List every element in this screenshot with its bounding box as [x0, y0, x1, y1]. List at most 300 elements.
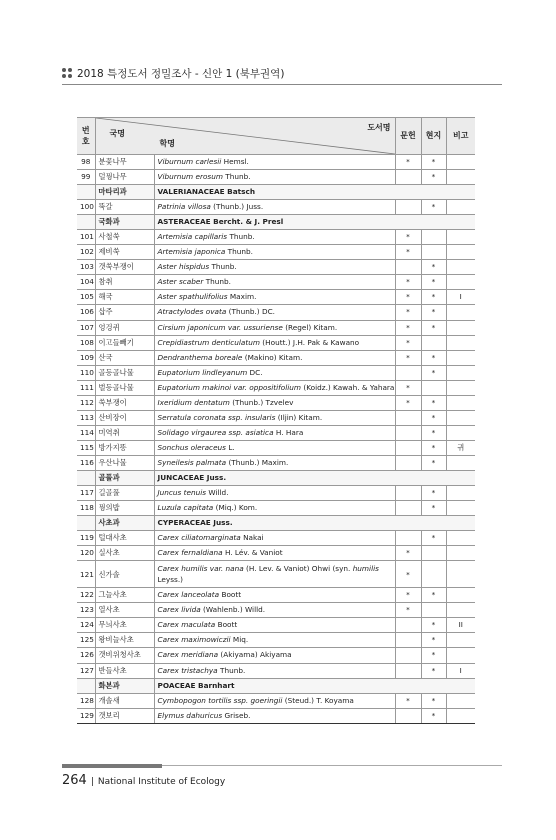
cell-korean: 길골풀 — [95, 486, 154, 501]
sci-name: Eupatorium lindleyanum — [157, 367, 248, 377]
cell-note — [446, 633, 475, 648]
cell-sci — [154, 588, 395, 603]
cell-sci — [154, 395, 395, 410]
cell-note: I — [446, 663, 475, 678]
cell-no: 101 — [77, 230, 95, 245]
cell-sci — [154, 380, 395, 395]
cell-note — [446, 546, 475, 561]
cell-lit: * — [395, 230, 421, 245]
header-korean: 국명 — [109, 129, 125, 138]
cell-note — [446, 350, 475, 365]
cell-lit: * — [395, 588, 421, 603]
cell-lit — [395, 648, 421, 663]
sci-author: Boott — [217, 620, 238, 630]
cell-lit: * — [395, 335, 421, 350]
cell-no: 110 — [77, 365, 95, 380]
cell-field: * — [421, 633, 446, 648]
cell-field — [421, 230, 446, 245]
cell-lit: * — [395, 561, 421, 588]
cell-family-sci: ASTERACEAE Bercht. & J. Presl — [154, 215, 475, 230]
cell-no: 98 — [77, 155, 95, 170]
cell-note — [446, 230, 475, 245]
cell-no: 106 — [77, 305, 95, 320]
table-body — [77, 155, 475, 724]
sci-author: (Koidz.) Kawah. & Yahara — [303, 382, 395, 392]
header-field: 현지 — [421, 118, 446, 155]
cell-no: 99 — [77, 170, 95, 185]
cell-field — [421, 603, 446, 618]
sci-name: Artemisia japonica — [157, 247, 226, 257]
footer-org: National Institute of Ecology — [97, 777, 226, 787]
cell-korean: 실사초 — [95, 546, 154, 561]
cell-korean: 꿩의밥 — [95, 501, 154, 516]
cell-note — [446, 275, 475, 290]
table-row — [77, 410, 475, 425]
cell-note — [446, 486, 475, 501]
sci-name: Crepidiastrum denticulatum — [157, 337, 260, 347]
table-row — [77, 260, 475, 275]
cell-sci — [154, 546, 395, 561]
cell-field — [421, 245, 446, 260]
sci-author: (Thunb.) Tzvelev — [232, 397, 294, 407]
cell-family-sci: POACEAE Barnhart — [154, 678, 475, 693]
sci-author: (Miq.) Kom. — [215, 503, 258, 513]
cell-no: 114 — [77, 425, 95, 440]
cell-no: 115 — [77, 440, 95, 455]
cell-korean: 그늘사초 — [95, 588, 154, 603]
sci-author: Griseb. — [224, 710, 251, 720]
sci-author: Boott — [221, 590, 242, 600]
cell-no: 124 — [77, 618, 95, 633]
cell-korean: 왕비늘사초 — [95, 633, 154, 648]
cell-no — [77, 516, 95, 531]
sci-name: Aster scaber — [157, 277, 204, 287]
sci-name: Eupatorium makinoi var. oppositifolium — [157, 382, 302, 392]
cell-no: 100 — [77, 200, 95, 215]
cell-no: 111 — [77, 380, 95, 395]
cell-sci — [154, 618, 395, 633]
table-row — [77, 546, 475, 561]
header-diagonal-cell — [95, 118, 395, 155]
sci-name: Elymus dahuricus — [157, 710, 223, 720]
cell-no: 116 — [77, 455, 95, 470]
cell-no: 117 — [77, 486, 95, 501]
cell-field: * — [421, 693, 446, 708]
table-row — [77, 708, 475, 723]
cell-sci — [154, 531, 395, 546]
cell-sci — [154, 486, 395, 501]
sci-author: (Regel) Kitam. — [285, 322, 338, 332]
cell-sci — [154, 260, 395, 275]
table-row — [77, 618, 475, 633]
cell-lit — [395, 200, 421, 215]
cell-korean: 쑥부쟁이 — [95, 395, 154, 410]
table-row — [77, 245, 475, 260]
table-row — [77, 561, 475, 588]
sci-author: (Akiyama) Akiyama — [220, 650, 292, 660]
family-row — [77, 516, 475, 531]
cell-no: 125 — [77, 633, 95, 648]
sci-name: Cymbopogon tortilis ssp. goeringii — [157, 695, 283, 705]
cell-no: 121 — [77, 561, 95, 588]
cell-field: * — [421, 425, 446, 440]
table-row — [77, 380, 475, 395]
dots-icon — [62, 68, 72, 78]
cell-lit: * — [395, 320, 421, 335]
sci-name: Aster spathulifolius — [157, 292, 228, 302]
sci-author: Thunb. — [225, 172, 251, 182]
table-row — [77, 486, 475, 501]
header-title: 2018 특정도서 정밀조사 - 신안 1 (북부권역) — [77, 67, 285, 80]
cell-no: 102 — [77, 245, 95, 260]
cell-no: 119 — [77, 531, 95, 546]
cell-field: * — [421, 501, 446, 516]
sci-author: Nakai — [243, 533, 264, 543]
cell-field: * — [421, 440, 446, 455]
sci-name: Aster hispidus — [157, 262, 210, 272]
cell-field: * — [421, 410, 446, 425]
sci-author: L. — [228, 442, 235, 452]
cell-lit: * — [395, 275, 421, 290]
sci-name: Dendranthema boreale — [157, 352, 243, 362]
sci-author: Miq. — [232, 635, 249, 645]
cell-field: * — [421, 531, 446, 546]
header-sci: 학명 — [159, 139, 175, 148]
cell-no: 129 — [77, 708, 95, 723]
cell-field: * — [421, 275, 446, 290]
sci-author: (Thunb.) Maxim. — [228, 457, 289, 467]
cell-lit: * — [395, 380, 421, 395]
sci-author: DC. — [249, 367, 263, 377]
cell-korean: 신가솔 — [95, 561, 154, 588]
footer-rule — [162, 765, 502, 766]
sci-author: Thunb. — [211, 262, 237, 272]
footer-bar — [62, 764, 162, 768]
cell-note: II — [446, 618, 475, 633]
cell-field: * — [421, 170, 446, 185]
cell-field: * — [421, 618, 446, 633]
cell-family-sci: VALERIANACEAE Batsch — [154, 185, 475, 200]
cell-sci — [154, 170, 395, 185]
sci-name: Serratula coronata ssp. insularis — [157, 412, 276, 422]
cell-field: * — [421, 648, 446, 663]
cell-korean: 개솔새 — [95, 693, 154, 708]
cell-korean: 무늬사초 — [95, 618, 154, 633]
table-row — [77, 648, 475, 663]
cell-field: * — [421, 395, 446, 410]
cell-sci — [154, 440, 395, 455]
header-note: 비고 — [446, 118, 475, 155]
sci-name: Juncus tenuis — [157, 488, 207, 498]
table-row — [77, 305, 475, 320]
table-row — [77, 440, 475, 455]
cell-sci — [154, 633, 395, 648]
cell-note — [446, 170, 475, 185]
cell-no: 104 — [77, 275, 95, 290]
sci-author: Thunb. — [227, 247, 253, 257]
sci-author: (Iljin) Kitam. — [277, 412, 323, 422]
cell-lit — [395, 708, 421, 723]
table-row — [77, 320, 475, 335]
cell-field — [421, 380, 446, 395]
cell-no: 120 — [77, 546, 95, 561]
cell-field: * — [421, 200, 446, 215]
cell-no — [77, 185, 95, 200]
sci-name: Syneilesis palmata — [157, 457, 227, 467]
cell-lit: * — [395, 290, 421, 305]
cell-korean: 엉겅퀴 — [95, 320, 154, 335]
cell-field: * — [421, 455, 446, 470]
cell-note — [446, 395, 475, 410]
cell-lit — [395, 440, 421, 455]
cell-no — [77, 678, 95, 693]
sci-name: Cirsium japonicum var. ussuriense — [157, 322, 283, 332]
header-docs: 도서명 — [367, 123, 391, 132]
cell-note — [446, 455, 475, 470]
cell-sci — [154, 320, 395, 335]
family-row — [77, 678, 475, 693]
cell-lit: * — [395, 395, 421, 410]
cell-field: * — [421, 663, 446, 678]
sci-author: (Wahlenb.) Willd. — [203, 605, 266, 615]
sci-name: Carex maculata — [157, 620, 216, 630]
sci-author: (Thunb.) DC. — [228, 307, 276, 317]
sci-author: (Thunb.) Juss. — [213, 202, 264, 212]
cell-family-korean: 사초과 — [95, 516, 154, 531]
cell-sci — [154, 410, 395, 425]
sci-author: Hemsl. — [223, 157, 249, 167]
cell-sci — [154, 693, 395, 708]
sci-name-2: humilis — [352, 564, 379, 574]
sci-author: H. Lév. & Vaniot — [224, 548, 283, 558]
cell-sci — [154, 708, 395, 723]
table-row — [77, 425, 475, 440]
sci-name: Atractylodes ovata — [157, 307, 227, 317]
sci-name: Viburnum erosum — [157, 172, 223, 182]
cell-note: 귀 — [446, 440, 475, 455]
cell-sci — [154, 648, 395, 663]
cell-sci — [154, 603, 395, 618]
cell-korean: 털대사초 — [95, 531, 154, 546]
sci-author: (Steud.) T. Koyama — [284, 695, 354, 705]
page-number: 264 — [62, 773, 87, 788]
cell-note — [446, 365, 475, 380]
sci-author: (H. Lev. & Vaniot) Ohwi (syn. — [246, 564, 351, 574]
cell-family-korean: 골풀과 — [95, 470, 154, 485]
cell-sci — [154, 230, 395, 245]
table-row — [77, 603, 475, 618]
cell-note — [446, 531, 475, 546]
cell-korean: 벌등골나물 — [95, 380, 154, 395]
cell-field: * — [421, 290, 446, 305]
cell-no — [77, 470, 95, 485]
cell-note — [446, 380, 475, 395]
cell-field: * — [421, 350, 446, 365]
cell-family-korean: 마타리과 — [95, 185, 154, 200]
table-row — [77, 395, 475, 410]
table-row — [77, 531, 475, 546]
cell-field: * — [421, 320, 446, 335]
sci-name: Carex meridiana — [157, 650, 219, 660]
table-row — [77, 275, 475, 290]
species-table — [77, 117, 475, 724]
cell-korean: 우산나물 — [95, 455, 154, 470]
cell-sci — [154, 501, 395, 516]
cell-sci — [154, 663, 395, 678]
cell-no: 128 — [77, 693, 95, 708]
cell-note — [446, 425, 475, 440]
footer-separator: | — [90, 777, 94, 787]
header-no: 번호 — [77, 118, 95, 155]
cell-no: 126 — [77, 648, 95, 663]
sci-author: (Houtt.) J.H. Pak & Kawano — [262, 337, 360, 347]
cell-sci — [154, 365, 395, 380]
cell-sci — [154, 425, 395, 440]
cell-sci — [154, 455, 395, 470]
cell-lit — [395, 365, 421, 380]
cell-sci — [154, 305, 395, 320]
cell-no: 122 — [77, 588, 95, 603]
cell-korean: 뚝갈 — [95, 200, 154, 215]
table-row — [77, 693, 475, 708]
family-row — [77, 470, 475, 485]
cell-field — [421, 335, 446, 350]
cell-sci — [154, 155, 395, 170]
cell-korean: 골등골나물 — [95, 365, 154, 380]
sci-author: Thunb. — [219, 665, 246, 675]
cell-field: * — [421, 305, 446, 320]
cell-korean: 사철쑥 — [95, 230, 154, 245]
cell-field: * — [421, 708, 446, 723]
cell-field — [421, 561, 446, 588]
cell-family-korean: 화본과 — [95, 678, 154, 693]
cell-lit — [395, 663, 421, 678]
cell-no: 113 — [77, 410, 95, 425]
cell-note — [446, 561, 475, 588]
sci-author: Maxim. — [229, 292, 257, 302]
sci-author: H. Hara — [275, 427, 304, 437]
table-row — [77, 290, 475, 305]
cell-note — [446, 320, 475, 335]
table-row — [77, 365, 475, 380]
sci-name: Carex fernaldiana — [157, 548, 223, 558]
cell-family-sci: JUNCACEAE Juss. — [154, 470, 475, 485]
cell-lit — [395, 455, 421, 470]
cell-lit — [395, 260, 421, 275]
sci-name: Carex tristachya — [157, 665, 218, 675]
sci-name: Carex livida — [157, 605, 201, 615]
cell-no: 127 — [77, 663, 95, 678]
cell-lit — [395, 410, 421, 425]
cell-korean: 방가지똥 — [95, 440, 154, 455]
cell-korean: 삽주 — [95, 305, 154, 320]
cell-note — [446, 648, 475, 663]
sci-name: Luzula capitata — [157, 503, 214, 513]
table-row — [77, 335, 475, 350]
cell-no: 109 — [77, 350, 95, 365]
cell-field: * — [421, 155, 446, 170]
running-header — [62, 64, 502, 82]
cell-lit — [395, 425, 421, 440]
cell-note — [446, 260, 475, 275]
cell-field: * — [421, 365, 446, 380]
cell-field — [421, 546, 446, 561]
cell-no: 103 — [77, 260, 95, 275]
sci-name: Patrinia villosa — [157, 202, 211, 212]
cell-note — [446, 603, 475, 618]
cell-no: 107 — [77, 320, 95, 335]
cell-korean: 갯쑥부쟁이 — [95, 260, 154, 275]
cell-no: 108 — [77, 335, 95, 350]
cell-note — [446, 155, 475, 170]
table-row — [77, 633, 475, 648]
cell-note — [446, 708, 475, 723]
sci-name: Carex maximowiczii — [157, 635, 231, 645]
page-footer — [62, 773, 225, 788]
cell-field: * — [421, 588, 446, 603]
cell-korean: 미역취 — [95, 425, 154, 440]
cell-korean: 갯보리 — [95, 708, 154, 723]
sci-name: Solidago virgaurea ssp. asiatica — [157, 427, 274, 437]
sci-name: Ixeridium dentatum — [157, 397, 230, 407]
table-row — [77, 455, 475, 470]
cell-korean: 갯비위청사초 — [95, 648, 154, 663]
cell-note — [446, 501, 475, 516]
table-row — [77, 501, 475, 516]
cell-korean: 참취 — [95, 275, 154, 290]
cell-lit — [395, 531, 421, 546]
cell-korean: 덜꿩나무 — [95, 170, 154, 185]
cell-no: 123 — [77, 603, 95, 618]
cell-no: 118 — [77, 501, 95, 516]
cell-korean: 산국 — [95, 350, 154, 365]
cell-lit — [395, 618, 421, 633]
table-row — [77, 588, 475, 603]
cell-lit — [395, 170, 421, 185]
cell-korean: 해국 — [95, 290, 154, 305]
cell-lit: * — [395, 546, 421, 561]
cell-note — [446, 410, 475, 425]
table-row — [77, 350, 475, 365]
cell-sci — [154, 350, 395, 365]
table-row — [77, 230, 475, 245]
sci-name: Carex lanceolata — [157, 590, 220, 600]
sci-author: (Makino) Kitam. — [244, 352, 303, 362]
sci-name: Carex ciliatomarginata — [157, 533, 241, 543]
sci-author: Willd. — [208, 488, 229, 498]
sci-author: Thunb. — [229, 232, 255, 242]
cell-no: 105 — [77, 290, 95, 305]
cell-field: * — [421, 486, 446, 501]
cell-lit — [395, 486, 421, 501]
cell-lit — [395, 501, 421, 516]
cell-family-korean: 국화과 — [95, 215, 154, 230]
cell-field: * — [421, 260, 446, 275]
sci-name: Viburnum carlesii — [157, 157, 222, 167]
sci-name: Artemisia capillaris — [157, 232, 228, 242]
cell-lit: * — [395, 350, 421, 365]
table-row — [77, 170, 475, 185]
cell-lit: * — [395, 245, 421, 260]
cell-sci — [154, 245, 395, 260]
cell-note — [446, 693, 475, 708]
table-row — [77, 663, 475, 678]
cell-family-sci: CYPERACEAE Juss. — [154, 516, 475, 531]
cell-korean: 이고들빼기 — [95, 335, 154, 350]
cell-sci — [154, 335, 395, 350]
cell-lit: * — [395, 305, 421, 320]
sci-author-2: Leyss.) — [157, 575, 184, 585]
